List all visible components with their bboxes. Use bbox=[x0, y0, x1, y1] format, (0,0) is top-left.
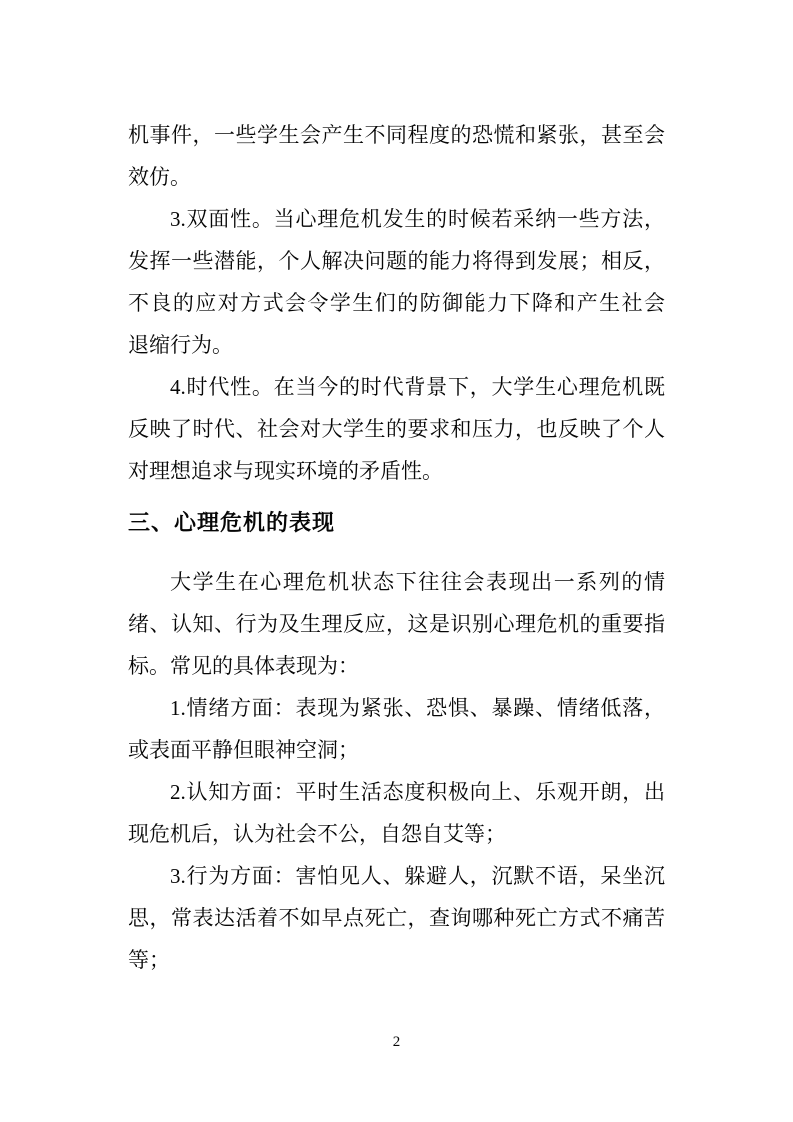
text-line: 4.时代性。在当今的时代背景下，大学生心理危机既 bbox=[170, 375, 665, 399]
paragraph-item-4-era bbox=[128, 366, 665, 492]
paragraph-intro-manifestations bbox=[128, 561, 665, 687]
text-line: 现危机后，认为社会不公，自怨自艾等； bbox=[128, 822, 506, 846]
paragraph-item-2-cognition bbox=[128, 771, 665, 855]
text-line: 发挥一些潜能，个人解决问题的能力将得到发展；相反， bbox=[128, 249, 665, 273]
text-line: 3.双面性。当心理危机发生的时候若采纳一些方法， bbox=[170, 207, 665, 231]
paragraph-item-3-behavior bbox=[128, 855, 665, 981]
section-heading: 三、心理危机的表现 bbox=[128, 510, 336, 535]
page-number: 2 bbox=[392, 1034, 401, 1050]
text-line: 或表面平静但眼神空洞； bbox=[128, 738, 359, 762]
text-line: 大学生在心理危机状态下往往会表现出一系列的情 bbox=[170, 570, 665, 594]
text-line: 反映了时代、社会对大学生的要求和压力，也反映了个人 bbox=[128, 417, 665, 441]
paragraph-continuation bbox=[128, 114, 665, 198]
text-line: 标。常见的具体表现为： bbox=[128, 654, 359, 678]
text-line: 思，常表达活着不如早点死亡，查询哪种死亡方式不痛苦 bbox=[128, 906, 665, 930]
text-block bbox=[128, 114, 665, 981]
text-line: 3.行为方面：害怕见人、躲避人，沉默不语，呆坐沉 bbox=[170, 864, 665, 888]
text-line: 绪、认知、行为及生理反应，这是识别心理危机的重要指 bbox=[128, 612, 665, 636]
text-line: 对理想追求与现实环境的矛盾性。 bbox=[128, 459, 443, 483]
paragraph-item-3-duality bbox=[128, 198, 665, 366]
paragraph-item-1-emotion bbox=[128, 687, 665, 771]
text-line: 2.认知方面：平时生活态度积极向上、乐观开朗，出 bbox=[170, 780, 665, 804]
text-line: 效仿。 bbox=[128, 165, 191, 189]
text-line: 不良的应对方式会令学生们的防御能力下降和产生社会 bbox=[128, 291, 665, 315]
text-line: 1.情绪方面：表现为紧张、恐惧、暴躁、情绪低落， bbox=[170, 696, 665, 720]
text-line: 机事件，一些学生会产生不同程度的恐慌和紧张，甚至会 bbox=[128, 123, 665, 147]
text-line: 等； bbox=[128, 948, 170, 972]
text-line: 退缩行为。 bbox=[128, 333, 233, 357]
